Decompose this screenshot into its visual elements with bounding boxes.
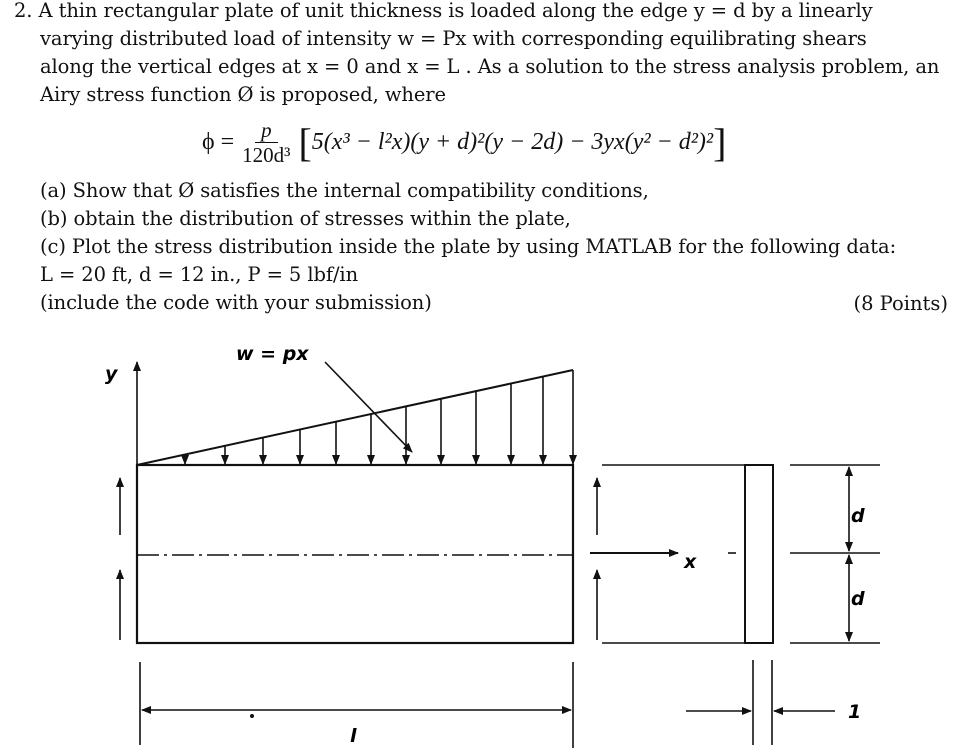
x-axis-label: x <box>684 551 697 573</box>
part-b: (b) obtain the distribution of stresses within the plate, <box>40 207 571 230</box>
problem-line-3: along the vertical edges at x = 0 and x = L . As a solution to the stress analysis problem, an <box>40 55 940 78</box>
formula-numerator: p <box>255 118 278 143</box>
thickness-label: 1 <box>848 701 862 723</box>
load-line <box>137 370 573 465</box>
problem-line-4: Airy stress function Ø is proposed, where <box>40 83 446 106</box>
plate-rectangle <box>137 465 573 643</box>
points-label: (8 Points) <box>853 292 948 315</box>
d-top-label: d <box>851 505 865 527</box>
given-data: L = 20 ft, d = 12 in., P = 5 lbf/in <box>40 263 359 286</box>
bracket-close: ] <box>713 119 727 165</box>
section-rectangle <box>745 465 773 643</box>
d-bottom-label: d <box>851 588 865 610</box>
problem-line-2: varying distributed load of intensity w = Px with corresponding equilibrating shears <box>40 27 867 50</box>
bracket-open: [ <box>298 119 312 165</box>
load-label: w = px <box>236 343 309 365</box>
problem-number: 2. <box>14 0 33 22</box>
text: A thin rectangular plate of unit thickness is loaded along the edge y = d by a linearly <box>38 0 873 22</box>
length-label: l <box>350 725 357 747</box>
formula-body: 5(x³ − l²x)(y + d)²(y − 2d) − 3yx(y² − d²)² <box>311 129 714 155</box>
part-a: (a) Show that Ø satisfies the internal compatibility conditions, <box>40 179 649 202</box>
code-note: (include the code with your submission) <box>40 291 432 314</box>
y-axis-label: y <box>105 363 118 385</box>
formula-denominator: 120d³ <box>242 143 291 167</box>
formula-lhs: ϕ = <box>202 129 235 155</box>
part-c: (c) Plot the stress distribution inside the plate by using MATLAB for the following data: <box>40 235 897 258</box>
